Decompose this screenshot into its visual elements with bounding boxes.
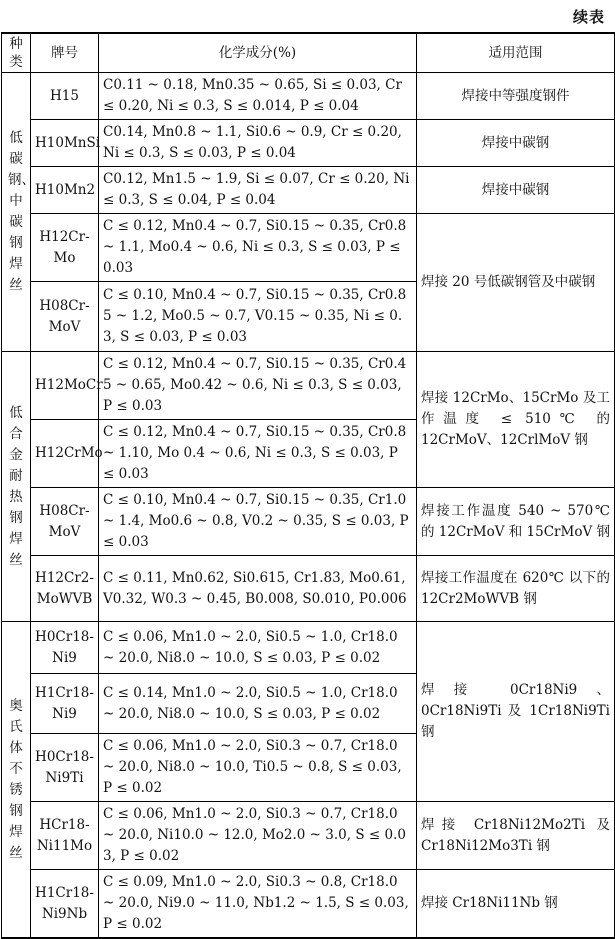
table-row	[2, 802, 615, 870]
header-row	[2, 33, 615, 73]
application-cell: 焊接工作温度在 620℃ 以下的 12Cr2MoWVB 钢	[417, 556, 615, 622]
application-cell: 焊接 20 号低碳钢管及中碳钢	[417, 214, 615, 352]
grade-cell: H15	[31, 73, 99, 120]
grade-cell: H08Cr-MoV	[31, 282, 99, 352]
table-row	[2, 120, 615, 167]
composition-cell: C ≤ 0.10, Mn0.4 ~ 0.7, Si0.15 ~ 0.35, Cr0.85 ~ 1.2, Mo0.5 ~ 0.7, V0.15 ~ 0.35, Ni ≤ 0.3, S ≤ 0.03, P ≤ 0.03	[99, 282, 417, 352]
table-row	[2, 73, 615, 120]
grade-cell: H08Cr-MoV	[31, 488, 99, 556]
header-category: 种类	[2, 33, 31, 73]
composition-cell: C0.14, Mn0.8 ~ 1.1, Si0.6 ~ 0.9, Cr ≤ 0.20, Ni ≤ 0.3, S ≤ 0.03, P ≤ 0.04	[99, 120, 417, 167]
table-row	[2, 488, 615, 556]
composition-cell: C ≤ 0.12, Mn0.4 ~ 0.7, Si0.15 ~ 0.35, Cr0.8 ~ 1.10, Mo 0.4 ~ 0.6, Ni ≤ 0.3, S ≤ 0.03, P ≤ 0.03	[99, 420, 417, 488]
welding-wire-table	[1, 32, 615, 939]
grade-cell: H10MnSi	[31, 120, 99, 167]
composition-cell: C ≤ 0.06, Mn1.0 ~ 2.0, Si0.5 ~ 1.0, Cr18.0 ~ 20.0, Ni8.0 ~ 10.0, S ≤ 0.03, P ≤ 0.02	[99, 622, 417, 674]
table-row	[2, 167, 615, 214]
composition-cell: C ≤ 0.09, Mn1.0 ~ 2.0, Si0.3 ~ 0.8, Cr18.0 ~ 20.0, Ni9.0 ~ 11.0, Nb1.2 ~ 1.5, S ≤ 0.03, P ≤ 0.02	[99, 870, 417, 939]
grade-cell: HCr18-Ni11Mo	[31, 802, 99, 870]
application-cell: 焊接中碳钢	[417, 167, 615, 214]
grade-cell: H0Cr18-Ni9	[31, 622, 99, 674]
grade-cell: H10Mn2	[31, 167, 99, 214]
application-cell: 焊接工作温度 540 ~ 570℃ 的 12CrMoV 和 15CrMoV 钢	[417, 488, 615, 556]
application-cell: 焊接 Cr18Ni12Mo2Ti 及 Cr18Ni12Mo3Ti 钢	[417, 802, 615, 870]
category-low-carbon: 低碳钢、中碳钢焊丝	[2, 73, 31, 352]
grade-cell: H0Cr18-Ni9Ti	[31, 734, 99, 802]
table-row	[2, 556, 615, 622]
composition-cell: C ≤ 0.11, Mn0.62, Si0.615, Cr1.83, Mo0.61, V0.32, W0.3 ~ 0.45, B0.008, S0.010, P0.006	[99, 556, 417, 622]
header-composition: 化学成分(%)	[99, 33, 417, 73]
grade-cell: H12Cr-Mo	[31, 214, 99, 282]
category-austenitic: 奥氏体不锈钢焊丝	[2, 622, 31, 939]
composition-cell: C ≤ 0.06, Mn1.0 ~ 2.0, Si0.3 ~ 0.7, Cr18.0 ~ 20.0, Ni10.0 ~ 12.0, Mo2.0 ~ 3.0, S ≤ 0.03, P ≤ 0.02	[99, 802, 417, 870]
table-row	[2, 622, 615, 674]
composition-cell: C ≤ 0.12, Mn0.4 ~ 0.7, Si0.15 ~ 0.35, Cr0.45 ~ 0.65, Mo0.42 ~ 0.6, Ni ≤ 0.3, S ≤ 0.03, P ≤ 0.03	[99, 352, 417, 420]
grade-cell: H12CrMo	[31, 420, 99, 488]
composition-cell: C0.11 ~ 0.18, Mn0.35 ~ 0.65, Si ≤ 0.03, Cr ≤ 0.20, Ni ≤ 0.3, S ≤ 0.014, P ≤ 0.04	[99, 73, 417, 120]
composition-cell: C ≤ 0.10, Mn0.4 ~ 0.7, Si0.15 ~ 0.35, Cr1.0 ~ 1.4, Mo0.6 ~ 0.8, V0.2 ~ 0.35, S ≤ 0.03, P ≤ 0.03	[99, 488, 417, 556]
composition-cell: C ≤ 0.06, Mn1.0 ~ 2.0, Si0.3 ~ 0.7, Cr18.0 ~ 20.0, Ni8.0 ~ 10.0, Ti0.5 ~ 0.8, S ≤ 0.03, P ≤ 0.02	[99, 734, 417, 802]
application-cell: 焊接中等强度钢件	[417, 73, 615, 120]
header-grade: 牌号	[31, 33, 99, 73]
grade-cell: H12MoCr	[31, 352, 99, 420]
composition-cell: C ≤ 0.12, Mn0.4 ~ 0.7, Si0.15 ~ 0.35, Cr0.8 ~ 1.1, Mo0.4 ~ 0.6, Ni ≤ 0.3, S ≤ 0.03, P ≤ 0.03	[99, 214, 417, 282]
grade-cell: H12Cr2-MoWVB	[31, 556, 99, 622]
continued-label: 续表	[572, 8, 605, 26]
application-cell: 焊接 0Cr18Ni9、0Cr18Ni9Ti 及 1Cr18Ni9Ti 钢	[417, 622, 615, 802]
composition-cell: C0.12, Mn1.5 ~ 1.9, Si ≤ 0.07, Cr ≤ 0.20, Ni ≤ 0.3, S ≤ 0.04, P ≤ 0.04	[99, 167, 417, 214]
table-row	[2, 352, 615, 420]
application-cell: 焊接 12CrMo、15CrMo 及工作温度 ≤ 510℃ 的 12CrMoV、12CrlMoV 钢	[417, 352, 615, 488]
category-low-alloy: 低合金耐热钢焊丝	[2, 352, 31, 622]
header-application: 适用范围	[417, 33, 615, 73]
application-cell: 焊接中碳钢	[417, 120, 615, 167]
composition-cell: C ≤ 0.14, Mn1.0 ~ 2.0, Si0.5 ~ 1.0, Cr18.0 ~ 20.0, Ni8.0 ~ 10.0, S ≤ 0.03, P ≤ 0.02	[99, 674, 417, 734]
table-row	[2, 214, 615, 282]
application-cell: 焊接 Cr18Ni11Nb 钢	[417, 870, 615, 939]
grade-cell: H1Cr18-Ni9Nb	[31, 870, 99, 939]
grade-cell: H1Cr18-Ni9	[31, 674, 99, 734]
